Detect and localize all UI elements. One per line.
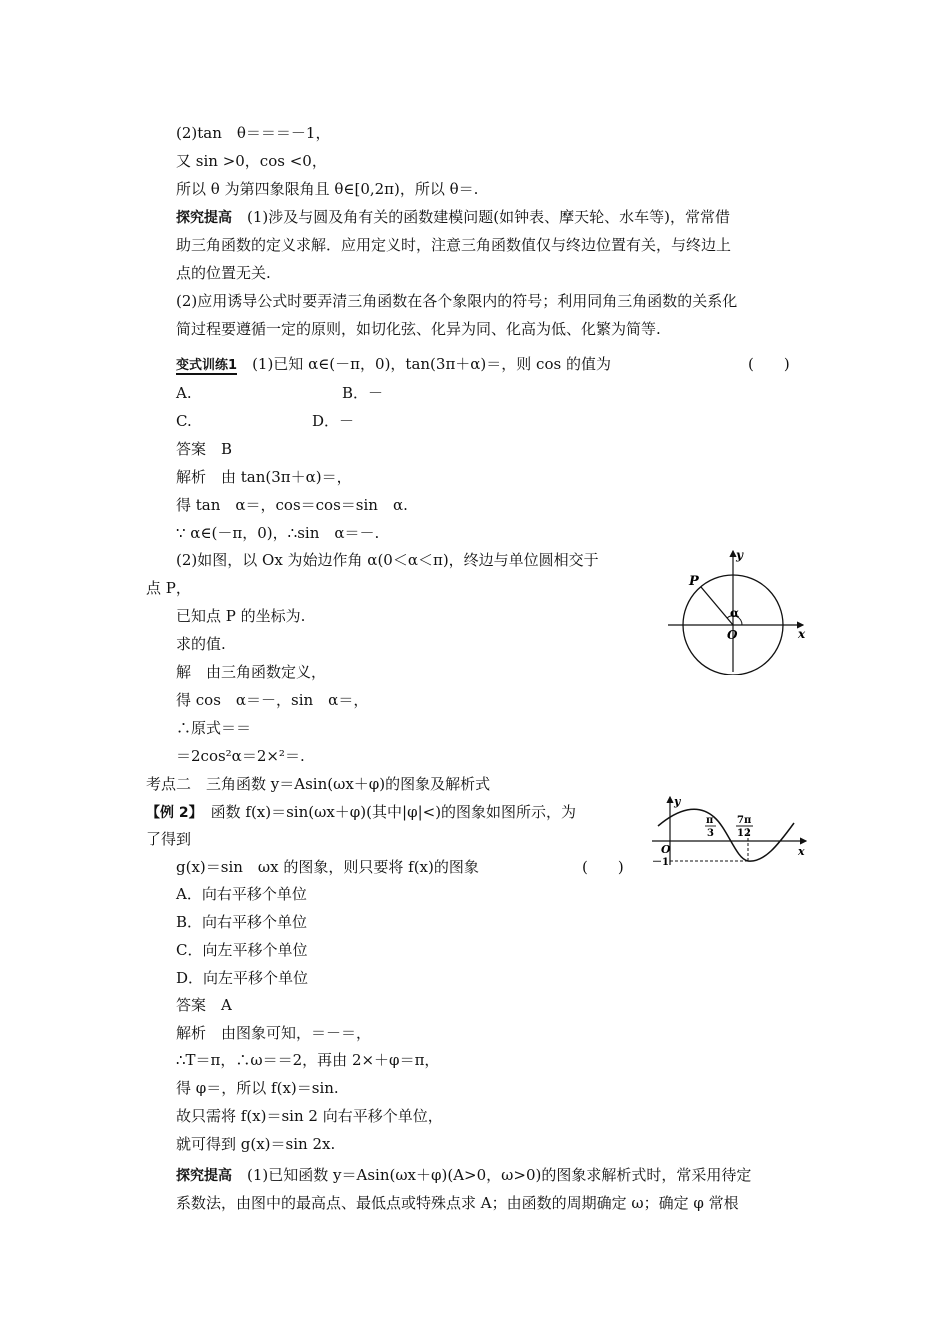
line-sin-cos-sign: 又 sin >0，cos <0， <box>176 152 327 170</box>
point-p-label: P <box>689 574 699 589</box>
x-label: x <box>798 845 805 858</box>
solution-line: 解 由三角函数定义， <box>176 663 327 681</box>
example-2-text: 函数 f(x)＝sin(ωx＋φ)(其中|φ|<)的图象如图所示，为 <box>195 803 577 821</box>
option-d: D．向左平移个单位 <box>176 969 309 987</box>
problem-2-line: 已知点 P 的坐标为. <box>176 607 306 625</box>
analysis-line: 解析 由 tan(3π＋α)＝， <box>176 468 352 486</box>
analysis-line: 故只需将 f(x)＝sin 2 向右平移个单位， <box>176 1107 443 1125</box>
7pi-over-12-num: 7π <box>737 815 752 826</box>
option-c: C．向左平移个单位 <box>176 941 308 959</box>
neg-one-label: －1 <box>652 857 669 868</box>
example-2-line: g(x)＝sin ωx 的图象，则只要将 f(x)的图象 <box>176 858 479 876</box>
answer-line: 答案 A <box>176 996 232 1014</box>
alpha-label: α <box>730 606 740 620</box>
answer-paren: ( ) <box>748 355 790 373</box>
option-a: A．向右平移个单位 <box>176 885 307 903</box>
y-label: y <box>674 795 681 808</box>
option-c: C. <box>176 412 192 430</box>
option-b: B．－ <box>342 384 384 402</box>
origin-label: O <box>661 843 671 856</box>
tanjiu-text: (1)涉及与圆及角有关的函数建模问题(如钟表、摩天轮、水车等)，常常借 <box>232 208 730 226</box>
tanjiu-text: (1)已知函数 y＝Asin(ωx＋φ)(A>0，ω>0)的图象求解析式时，常采用待定 <box>232 1166 752 1184</box>
analysis-line: ∴T＝π，∴ω＝＝2，再由 2×＋φ＝π， <box>176 1051 440 1069</box>
sine-curve <box>658 809 794 861</box>
problem-2-line: 求的值. <box>176 635 226 653</box>
y-label: y <box>736 548 743 562</box>
text-line: 助三角函数的定义求解．应用定义时，注意三角函数值仅与终边位置有关，与终边上 <box>176 236 732 254</box>
analysis-line: 就可得到 g(x)＝sin 2x. <box>176 1135 336 1153</box>
tanjiu-label: 探究提高 <box>176 1168 232 1184</box>
answer-line: 答案 B <box>176 440 233 458</box>
analysis-line: 解析 由图象可知，＝－＝， <box>176 1024 372 1042</box>
option-a: A. <box>176 384 192 402</box>
example-2-line <box>146 802 576 823</box>
example-2-line: 了得到 <box>146 830 192 848</box>
unit-circle-figure <box>665 545 810 675</box>
sine-graph-figure <box>648 793 813 868</box>
x-label: x <box>798 627 806 641</box>
text-line: 系数法，由图中的最高点、最低点或特殊点求 A；由函数的周期确定 ω；确定 φ 常根 <box>176 1194 739 1212</box>
bianshi-question <box>176 354 611 376</box>
example-2-label: 【例 2】 <box>146 805 196 821</box>
tanjiu-paragraph-1 <box>176 207 730 228</box>
problem-2-line: (2)如图，以 Ox 为始边作角 α(0＜α＜π)，终边与单位圆相交于 <box>176 551 599 569</box>
tanjiu-paragraph-2 <box>176 1165 751 1186</box>
option-b: B．向右平移个单位 <box>176 913 308 931</box>
analysis-line: 得 tan α＝，cos＝cos＝sin α. <box>176 496 408 514</box>
answer-paren: ( ) <box>582 858 624 876</box>
analysis-line: 得 φ＝，所以 f(x)＝sin. <box>176 1079 339 1097</box>
solution-line: ∴原式＝＝ <box>176 719 252 737</box>
bianshi-text: (1)已知 α∈(－π，0)，tan(3π＋α)＝，则 cos 的值为 <box>252 355 611 373</box>
solution-line: ＝2cos²α＝2×²＝. <box>176 747 305 765</box>
origin-label: O <box>727 628 738 642</box>
tanjiu-label: 探究提高 <box>176 210 232 226</box>
terminal-side <box>701 587 733 625</box>
text-line: (2)应用诱导公式时要弄清三角函数在各个象限内的符号；利用同角三角函数的关系化 <box>176 292 738 310</box>
line-quadrant: 所以 θ 为第四象限角且 θ∈[0,2π)，所以 θ＝. <box>176 180 479 198</box>
analysis-line: ∵ α∈(－π，0)，∴sin α＝－. <box>176 524 380 542</box>
section-heading: 考点二 三角函数 y＝Asin(ωx＋φ)的图象及解析式 <box>146 775 491 793</box>
option-d: D．－ <box>312 412 355 430</box>
problem-2-line: 点 P， <box>146 579 191 597</box>
7pi-over-12-den: 12 <box>737 828 751 839</box>
solution-line: 得 cos α＝－，sin α＝， <box>176 691 369 709</box>
text-line: 点的位置无关. <box>176 264 271 282</box>
text-line: 简过程要遵循一定的原则，如切化弦、化异为同、化高为低、化繁为简等. <box>176 320 661 338</box>
pi-over-3-den: 3 <box>707 828 714 839</box>
pi-over-3-num: π <box>706 815 714 826</box>
bianshi-badge: 变式训练1 <box>176 358 238 373</box>
line-tan-theta: (2)tan θ＝＝＝－1， <box>176 124 331 142</box>
